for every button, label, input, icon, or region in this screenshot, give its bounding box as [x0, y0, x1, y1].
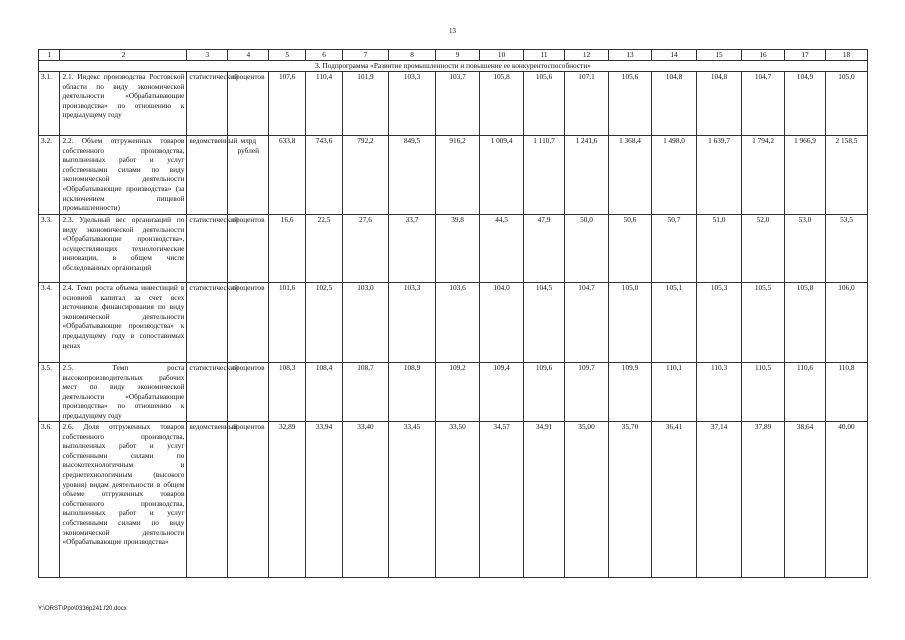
unit-of-measure: процентов — [228, 422, 269, 578]
value-cell: 104,8 — [652, 72, 697, 136]
row-index: 3.2. — [39, 136, 60, 215]
value-cell: 104,7 — [742, 72, 785, 136]
table-row — [39, 136, 868, 215]
value-cell: 38,64 — [785, 422, 826, 578]
value-cell: 104,7 — [565, 283, 609, 363]
value-cell: 33,7 — [389, 215, 436, 283]
column-number: 4 — [228, 50, 269, 61]
value-cell: 105,0 — [825, 72, 867, 136]
data-source: статистический — [187, 215, 228, 283]
table-row — [39, 422, 868, 578]
column-number: 12 — [565, 50, 609, 61]
indicators-table — [38, 49, 868, 578]
value-cell: 33,94 — [306, 422, 343, 578]
column-number: 6 — [306, 50, 343, 61]
value-cell: 110,8 — [825, 363, 867, 422]
value-cell: 633,8 — [269, 136, 306, 215]
value-cell: 53,5 — [825, 215, 867, 283]
table-row — [39, 215, 868, 283]
value-cell: 103,3 — [389, 283, 436, 363]
indicator-description: 2.3. Удельный вес организаций по виду экономической деятельности «Обрабатывающие производства», осуществляющих технологические инновации, в общем числе обследованных организаций — [60, 215, 187, 283]
column-number: 1 — [39, 50, 60, 61]
value-cell: 105,6 — [609, 72, 652, 136]
value-cell: 35,00 — [565, 422, 609, 578]
indicator-description: 2.2. Объем отгруженных товаров собственного производства, выполненных работ и услуг собственными силами по виду экономической деятельности «Обрабатывающие производства» (за исключением пищевой промышленности) — [60, 136, 187, 215]
column-number: 9 — [436, 50, 480, 61]
value-cell: 105,8 — [480, 72, 524, 136]
value-cell: 107,1 — [565, 72, 609, 136]
value-cell: 105,6 — [524, 72, 565, 136]
value-cell: 16,6 — [269, 215, 306, 283]
value-cell: 37,14 — [697, 422, 742, 578]
value-cell: 2 158,5 — [825, 136, 867, 215]
value-cell: 109,6 — [524, 363, 565, 422]
value-cell: 105,1 — [652, 283, 697, 363]
column-number: 13 — [609, 50, 652, 61]
value-cell: 108,3 — [269, 363, 306, 422]
row-index: 3.3. — [39, 215, 60, 283]
value-cell: 1 241,6 — [565, 136, 609, 215]
value-cell: 39,8 — [436, 215, 480, 283]
column-number: 5 — [269, 50, 306, 61]
value-cell: 51,0 — [697, 215, 742, 283]
value-cell: 104,0 — [480, 283, 524, 363]
value-cell: 35,70 — [609, 422, 652, 578]
unit-of-measure: процентов — [228, 72, 269, 136]
value-cell: 103,0 — [342, 283, 388, 363]
value-cell: 37,89 — [742, 422, 785, 578]
value-cell: 101,9 — [342, 72, 388, 136]
value-cell: 34,91 — [524, 422, 565, 578]
value-cell: 108,9 — [389, 363, 436, 422]
value-cell: 33,40 — [342, 422, 388, 578]
column-number: 3 — [187, 50, 228, 61]
column-number: 14 — [652, 50, 697, 61]
value-cell: 1 498,0 — [652, 136, 697, 215]
indicator-description: 2.6. Доля отгруженных товаров собственного производства, выполненных работ и услуг собственными силами по высокотехнологичным и среднетехнологичным (высокого уровня) видам деятельности в общем объеме отгруженных товаров собственного производства, выполненных работ и услуг собственными силами по виду экономической деятельности «Обрабатывающие производства» — [60, 422, 187, 578]
table-row — [39, 283, 868, 363]
unit-of-measure: млрд рублей — [228, 136, 269, 215]
value-cell: 1 794,2 — [742, 136, 785, 215]
value-cell: 36,41 — [652, 422, 697, 578]
data-source: статистический — [187, 72, 228, 136]
indicator-description: 2.1. Индекс производства Ростовской области по виду экономической деятельности «Обрабатывающие производства» по отношению к предыдущему году — [60, 72, 187, 136]
value-cell: 33,50 — [436, 422, 480, 578]
column-number: 15 — [697, 50, 742, 61]
value-cell: 44,5 — [480, 215, 524, 283]
value-cell: 110,1 — [652, 363, 697, 422]
file-path-footer: Y:\ORST\Ppo\0336p241.f20.docx — [38, 606, 127, 612]
table-row — [39, 72, 868, 136]
value-cell: 109,2 — [436, 363, 480, 422]
value-cell: 105,8 — [785, 283, 826, 363]
column-number: 11 — [524, 50, 565, 61]
value-cell: 108,7 — [342, 363, 388, 422]
unit-of-measure: процентов — [228, 215, 269, 283]
value-cell: 47,9 — [524, 215, 565, 283]
value-cell: 40,00 — [825, 422, 867, 578]
value-cell: 105,3 — [697, 283, 742, 363]
value-cell: 916,2 — [436, 136, 480, 215]
value-cell: 105,5 — [742, 283, 785, 363]
value-cell: 108,4 — [306, 363, 343, 422]
value-cell: 109,7 — [565, 363, 609, 422]
value-cell: 102,5 — [306, 283, 343, 363]
subprogram-row — [39, 61, 868, 72]
data-source: ведомственный — [187, 422, 228, 578]
value-cell: 50,0 — [565, 215, 609, 283]
column-number: 16 — [742, 50, 785, 61]
indicator-rows — [39, 72, 868, 578]
column-number: 17 — [785, 50, 826, 61]
value-cell: 104,5 — [524, 283, 565, 363]
value-cell: 107,6 — [269, 72, 306, 136]
value-cell: 105,0 — [609, 283, 652, 363]
column-number: 8 — [389, 50, 436, 61]
value-cell: 110,3 — [697, 363, 742, 422]
data-source: ведомственный — [187, 136, 228, 215]
value-cell: 743,6 — [306, 136, 343, 215]
indicator-description: 2.4. Темп роста объема инвестиций в основной капитал за счет всех источников финансирования по виду экономической деятельности «Обрабатывающие производства» к предыдущему году в сопоставимых ценах — [60, 283, 187, 363]
value-cell: 1 368,4 — [609, 136, 652, 215]
value-cell: 1 966,9 — [785, 136, 826, 215]
unit-of-measure: процентов — [228, 363, 269, 422]
value-cell: 109,4 — [480, 363, 524, 422]
value-cell: 110,5 — [742, 363, 785, 422]
value-cell: 27,6 — [342, 215, 388, 283]
value-cell: 849,5 — [389, 136, 436, 215]
row-index: 3.1. — [39, 72, 60, 136]
row-index: 3.5. — [39, 363, 60, 422]
value-cell: 792,2 — [342, 136, 388, 215]
column-number: 7 — [342, 50, 388, 61]
value-cell: 22,5 — [306, 215, 343, 283]
value-cell: 109,9 — [609, 363, 652, 422]
value-cell: 110,6 — [785, 363, 826, 422]
value-cell: 104,9 — [785, 72, 826, 136]
value-cell: 106,0 — [825, 283, 867, 363]
table-row — [39, 363, 868, 422]
column-number-row — [39, 50, 868, 61]
value-cell: 32,89 — [269, 422, 306, 578]
column-number: 18 — [825, 50, 867, 61]
value-cell: 53,0 — [785, 215, 826, 283]
value-cell: 104,8 — [697, 72, 742, 136]
value-cell: 50,7 — [652, 215, 697, 283]
value-cell: 110,4 — [306, 72, 343, 136]
value-cell: 1 110,7 — [524, 136, 565, 215]
row-index: 3.4. — [39, 283, 60, 363]
unit-of-measure: процентов — [228, 283, 269, 363]
page-number: 13 — [449, 27, 456, 35]
value-cell: 103,3 — [389, 72, 436, 136]
data-source: статистический — [187, 363, 228, 422]
value-cell: 34,57 — [480, 422, 524, 578]
row-index: 3.6. — [39, 422, 60, 578]
value-cell: 1 639,7 — [697, 136, 742, 215]
value-cell: 52,0 — [742, 215, 785, 283]
column-number: 10 — [480, 50, 524, 61]
subprogram-title: 3. Подпрограмма «Развитие промышленности и повышение ее конкурентоспособности» — [39, 61, 868, 72]
value-cell: 50,6 — [609, 215, 652, 283]
column-number: 2 — [60, 50, 187, 61]
value-cell: 101,6 — [269, 283, 306, 363]
indicator-description: 2.5. Темп роста высокопроизводительных рабочих мест по виду экономической деятельности «Обрабатывающие производства» по отношению к предыдущему году — [60, 363, 187, 422]
value-cell: 33,45 — [389, 422, 436, 578]
value-cell: 1 009,4 — [480, 136, 524, 215]
data-source: статистический — [187, 283, 228, 363]
value-cell: 103,7 — [436, 72, 480, 136]
value-cell: 103,6 — [436, 283, 480, 363]
